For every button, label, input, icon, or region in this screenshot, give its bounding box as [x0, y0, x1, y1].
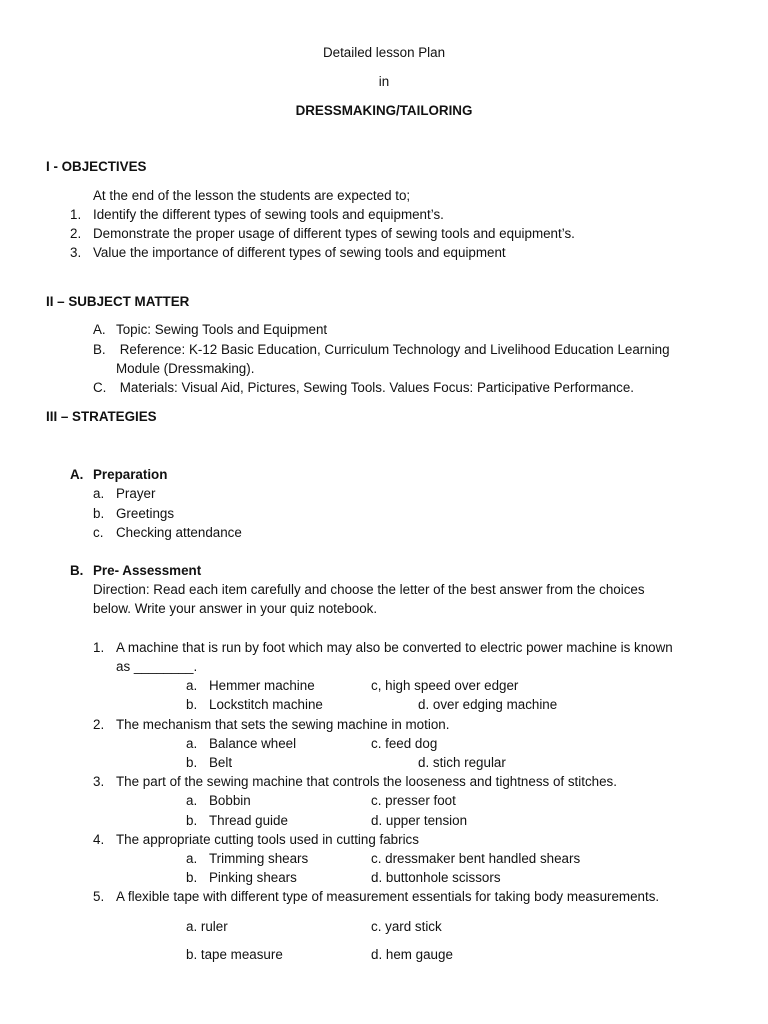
choice-b: Thread guide [209, 813, 288, 828]
objective-item: Demonstrate the proper usage of different types of sewing tools and equipment’s. [93, 226, 575, 241]
choice-c: c. presser foot [371, 793, 456, 808]
question-text-cont: as ________. [116, 659, 198, 674]
pre-assessment-title: Pre- Assessment [93, 563, 202, 578]
preparation-letter: a. [93, 486, 105, 501]
question-number: 4. [93, 832, 105, 847]
choice-letter: a. [186, 678, 198, 693]
objectives-intro: At the end of the lesson the students are expected to; [93, 188, 411, 203]
preparation-item: Greetings [116, 506, 175, 521]
choice-a: Bobbin [209, 793, 251, 808]
preparation-letter: c. [93, 525, 104, 540]
choice-c: c. dressmaker bent handled shears [371, 851, 581, 866]
preparation-item: Checking attendance [116, 525, 242, 540]
question-text: The appropriate cutting tools used in cutting fabrics [116, 832, 419, 847]
choice-letter: b. [186, 813, 198, 828]
pre-assessment-direction-cont: below. Write your answer in your quiz notebook. [93, 601, 378, 616]
question-number: 2. [93, 717, 105, 732]
objective-number: 3. [70, 245, 82, 260]
preparation-item: Prayer [116, 486, 156, 501]
pre-assessment-direction: Direction: Read each item carefully and choose the letter of the best answer from the choices [93, 582, 645, 597]
choice-d: d. stich regular [418, 755, 506, 770]
choice-letter: b. [186, 870, 198, 885]
choice-a: Hemmer machine [209, 678, 315, 693]
choice-letter: a. [186, 851, 198, 866]
objective-item: Identify the different types of sewing tools and equipment’s. [93, 207, 444, 222]
choice-b: Belt [209, 755, 233, 770]
doc-title: Detailed lesson Plan [322, 45, 446, 60]
choice-d: d. buttonhole scissors [371, 870, 501, 885]
choice-a: a. ruler [186, 919, 228, 934]
subject-letter: A. [93, 322, 106, 337]
question-text: A machine that is run by foot which may also be converted to electric power machine is known [116, 640, 673, 655]
choice-a: Balance wheel [209, 736, 297, 751]
choice-letter: b. [186, 755, 198, 770]
pre-assessment-letter: B. [70, 563, 84, 578]
choice-d: d. hem gauge [371, 947, 453, 962]
strategies-heading: III – STRATEGIES [46, 409, 157, 424]
objective-item: Value the importance of different types of sewing tools and equipment [93, 245, 506, 260]
choice-b: Pinking shears [209, 870, 297, 885]
subject-item-materials: Materials: Visual Aid, Pictures, Sewing Tools. Values Focus: Participative Performance. [116, 380, 635, 395]
subject-matter-heading: II – SUBJECT MATTER [46, 294, 190, 309]
choice-b: b. tape measure [186, 947, 283, 962]
subject-letter: B. [93, 342, 106, 357]
preparation-title: Preparation [93, 467, 168, 482]
preparation-letter: b. [93, 506, 105, 521]
question-number: 3. [93, 774, 105, 789]
doc-title-connector: in [378, 74, 390, 89]
choice-c: c, high speed over edger [371, 678, 519, 693]
question-text: The part of the sewing machine that controls the looseness and tightness of stitches. [116, 774, 617, 789]
choice-d: d. over edging machine [418, 697, 558, 712]
choice-letter: a. [186, 793, 198, 808]
subject-letter: C. [93, 380, 107, 395]
subject-item-topic: Topic: Sewing Tools and Equipment [116, 322, 328, 337]
choice-c: c. feed dog [371, 736, 438, 751]
choice-letter: a. [186, 736, 198, 751]
subject-item-reference: Reference: K-12 Basic Education, Curriculum Technology and Livelihood Education Learning [116, 342, 670, 357]
objectives-heading: I - OBJECTIVES [46, 159, 147, 174]
objective-number: 1. [70, 207, 82, 222]
choice-d: d. upper tension [371, 813, 468, 828]
preparation-letter: A. [70, 467, 84, 482]
choice-a: Trimming shears [209, 851, 309, 866]
choice-c: c. yard stick [371, 919, 442, 934]
objective-number: 2. [70, 226, 82, 241]
question-number: 1. [93, 640, 105, 655]
question-text: The mechanism that sets the sewing machine in motion. [116, 717, 450, 732]
question-text: A flexible tape with different type of measurement essentials for taking body measurements. [116, 889, 660, 904]
doc-subject: DRESSMAKING/TAILORING [295, 103, 473, 118]
choice-letter: b. [186, 697, 198, 712]
choice-b: Lockstitch machine [209, 697, 323, 712]
subject-item-reference-cont: Module (Dressmaking). [116, 361, 255, 376]
question-number: 5. [93, 889, 105, 904]
